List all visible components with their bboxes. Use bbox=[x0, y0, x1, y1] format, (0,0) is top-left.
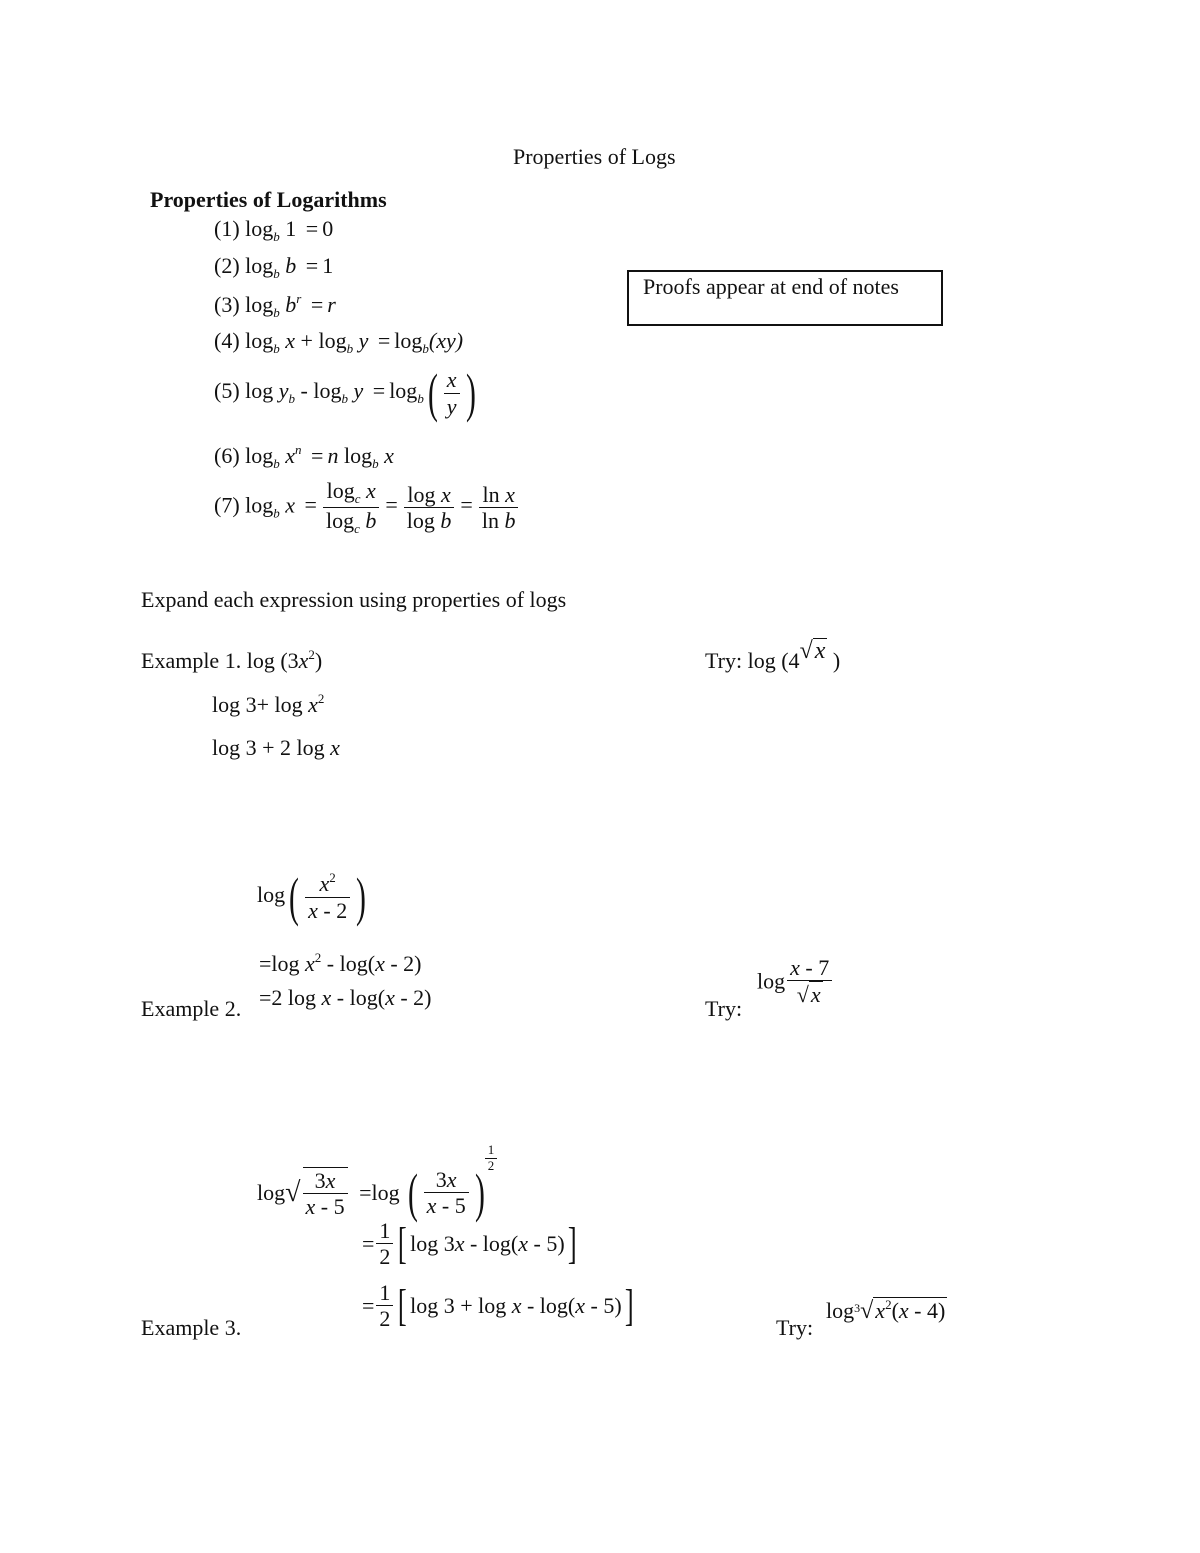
example-1-step-1: $\log 3+ \log x^2$ bbox=[212, 691, 325, 717]
example-2-label: Example 2. bbox=[141, 996, 242, 1021]
property-6: (6) $\log_b x^n = n$ $\log_b x$ bbox=[214, 442, 394, 471]
property-3: (3) $\log_b b^r = r$ bbox=[214, 291, 336, 320]
example-3-label: Example 3. bbox=[141, 1315, 242, 1340]
property-5: (5) $\log y_b - \log_b y = \log_b$( $\frac{x}{y}$ ) bbox=[214, 363, 476, 423]
example-1-step-2: log 3 + 2 log x bbox=[212, 735, 340, 760]
example-2-try-expression: log $\frac{x - 7}{√x}$ bbox=[757, 955, 834, 1008]
instructions: Expand each expression using properties of logs bbox=[141, 587, 567, 612]
example-3-step-1: = $\frac{1}{2}$ [ log 3x - log(x - 5)] bbox=[362, 1218, 577, 1270]
proof-note-box bbox=[627, 270, 943, 326]
example-2-step-2: =2 log x - log(x - 2) bbox=[259, 985, 432, 1010]
example-1-try: Try: log (4√x ) bbox=[705, 638, 841, 673]
example-2-step-1: =log $x^2 - \log(x - 2)$ bbox=[259, 950, 422, 976]
example-2-try-label: Try: bbox=[705, 996, 743, 1021]
example-1-expression: Example 1. $\log (3x^2)$ bbox=[141, 647, 323, 673]
example-2-expression: log( $\frac{x^2}{x - 2}$ ) bbox=[257, 867, 367, 927]
page-title: Properties of Logs bbox=[513, 144, 676, 169]
example-3-try-label: Try: bbox=[776, 1315, 814, 1340]
property-4: (4) $\log_b x + \log_b y = \log_b(xy)$ bbox=[214, 328, 464, 356]
example-3-expression: log√ $\frac{3x}{x - 5}$ =log ( $\frac{3x}{x - 5}$ ) $\frac{1}{2}$ bbox=[257, 1143, 499, 1220]
property-7: (7) $\log_b x$ = $\frac{\log_c x}{\log_c b}$ = $\frac{\text{log x}}{\text{log b}}$ = $\frac{\text{ln x}}{\text{ln b}}$ bbox=[214, 478, 520, 537]
section-heading: Properties of Logarithms bbox=[150, 187, 387, 212]
property-2: (2) $\log_b b = 1$ bbox=[214, 253, 334, 281]
property-1: (1) $\log_b 1 = 0$ bbox=[214, 216, 334, 244]
proof-note-text: Proofs appear at end of notes bbox=[643, 274, 899, 299]
example-3-step-2: = $\frac{1}{2}$ [ log 3 + log x - log(x - 5)] bbox=[362, 1280, 634, 1332]
example-3-try-expression: $\log^3√x^2(x - 4)$ bbox=[826, 1297, 946, 1324]
